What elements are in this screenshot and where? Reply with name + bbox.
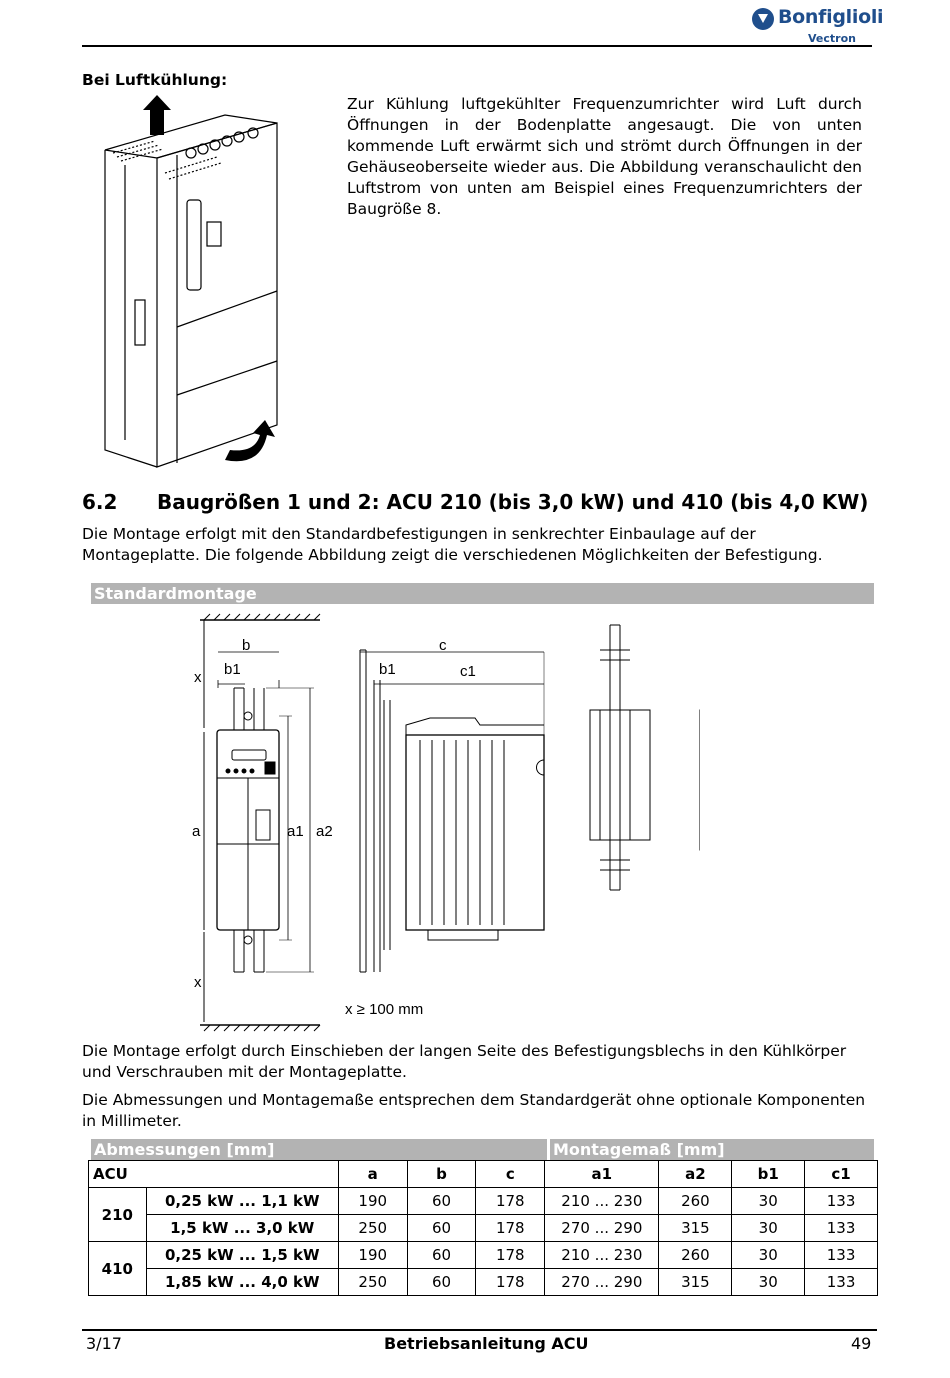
value-cell: 250: [338, 1215, 407, 1242]
sub-brand: Vectron: [808, 32, 856, 45]
header-a2: a2: [659, 1161, 732, 1188]
power-cell: 1,85 kW ... 4,0 kW: [146, 1269, 338, 1296]
footer-center: Betriebsanleitung ACU: [384, 1334, 589, 1353]
table-bar-dimensions: Abmessungen [mm]: [91, 1139, 547, 1160]
label-x-bottom: x: [194, 974, 202, 991]
value-cell: 30: [732, 1215, 805, 1242]
table-row: [89, 1242, 878, 1269]
header-a1: a1: [545, 1161, 659, 1188]
value-cell: 190: [338, 1242, 407, 1269]
table-row: [89, 1188, 878, 1215]
section-number: 6.2: [82, 490, 118, 514]
header-acu: ACU: [89, 1161, 339, 1188]
label-x-top: x: [194, 669, 202, 686]
header-b: b: [407, 1161, 476, 1188]
value-cell: 260: [659, 1188, 732, 1215]
table-header-row: [89, 1161, 878, 1188]
power-cell: 1,5 kW ... 3,0 kW: [146, 1215, 338, 1242]
value-cell: 270 ... 290: [545, 1215, 659, 1242]
body-paragraph-2: Die Abmessungen und Montagemaße entsprechen dem Standardgerät ohne optionale Komponenten in Millimeter.: [82, 1091, 866, 1130]
brand-name: Bonfiglioli: [778, 6, 884, 28]
value-cell: 133: [805, 1188, 878, 1215]
label-b1-left: b1: [224, 661, 241, 678]
value-cell: 60: [407, 1269, 476, 1296]
air-cooling-illustration: [95, 95, 285, 470]
header-c1: c1: [805, 1161, 878, 1188]
clearance-note: x ≥ 100 mm: [345, 1001, 424, 1018]
mounting-diagram: [180, 610, 700, 1040]
value-cell: 30: [732, 1188, 805, 1215]
value-cell: 30: [732, 1242, 805, 1269]
value-cell: 30: [732, 1269, 805, 1296]
label-c: c: [439, 637, 447, 654]
value-cell: 133: [805, 1215, 878, 1242]
brand-logo: [752, 6, 884, 46]
footer-rule: [82, 1329, 877, 1331]
value-cell: 178: [476, 1188, 545, 1215]
header-a: a: [338, 1161, 407, 1188]
table-row: [89, 1269, 878, 1296]
value-cell: 178: [476, 1215, 545, 1242]
value-cell: 178: [476, 1269, 545, 1296]
label-a1: a1: [287, 823, 304, 840]
label-b: b: [242, 637, 251, 654]
section-title: Baugrößen 1 und 2: ACU 210 (bis 3,0 kW) und 410 (bis 4,0 KW): [157, 490, 869, 514]
airflow-out-arrow-icon: [143, 95, 171, 135]
standardmontage-bar: Standardmontage: [91, 583, 874, 604]
power-cell: 0,25 kW ... 1,1 kW: [146, 1188, 338, 1215]
table-row: [89, 1215, 878, 1242]
value-cell: 60: [407, 1215, 476, 1242]
label-c1: c1: [460, 663, 476, 680]
dimensions-table: [88, 1160, 878, 1296]
value-cell: 178: [476, 1242, 545, 1269]
value-cell: 260: [659, 1242, 732, 1269]
header-c: c: [476, 1161, 545, 1188]
value-cell: 133: [805, 1269, 878, 1296]
value-cell: 315: [659, 1215, 732, 1242]
value-cell: 190: [338, 1188, 407, 1215]
page-number: 49: [851, 1334, 872, 1353]
header-b1: b1: [732, 1161, 805, 1188]
section-intro: Die Montage erfolgt mit den Standardbefestigungen in senkrechter Einbaulage auf der Montageplatte. Die folgende Abbildung zeigt die verschiedenen Möglichkeiten der Befestigung.: [82, 525, 823, 564]
value-cell: 60: [407, 1188, 476, 1215]
header-rule: [82, 45, 872, 47]
value-cell: 250: [338, 1269, 407, 1296]
value-cell: 210 ... 230: [545, 1188, 659, 1215]
value-cell: 60: [407, 1242, 476, 1269]
body-paragraph-1: Die Montage erfolgt durch Einschieben der langen Seite des Befestigungsblechs in den Kühlkörper und Verschrauben mit der Montageplatte.: [82, 1042, 847, 1081]
label-b1-right: b1: [379, 661, 396, 678]
model-cell: 210: [89, 1188, 147, 1242]
value-cell: 133: [805, 1242, 878, 1269]
bonfiglioli-logo-icon: [752, 8, 774, 30]
value-cell: 315: [659, 1269, 732, 1296]
label-a2: a2: [316, 823, 333, 840]
power-cell: 0,25 kW ... 1,5 kW: [146, 1242, 338, 1269]
value-cell: 210 ... 230: [545, 1242, 659, 1269]
cooling-paragraph: Zur Kühlung luftgekühlter Frequenzumrichter wird Luft durch Öffnungen in der Bodenplatte angesaugt. Die von unten kommende Luft erwärmt sich und strömt durch Öffnungen in der Gehäuseoberseite wieder aus. Die Abbildung veranschaulicht den Luftstrom von unten am Beispiel eines Frequenzumrichters der Baugröße 8.: [347, 95, 862, 218]
model-cell: 410: [89, 1242, 147, 1296]
table-bar-mounting: Montagemaß [mm]: [550, 1139, 874, 1160]
value-cell: 270 ... 290: [545, 1269, 659, 1296]
footer-left: 3/17: [86, 1334, 122, 1353]
label-a: a: [192, 823, 201, 840]
cooling-title: Bei Luftkühlung:: [82, 71, 228, 89]
